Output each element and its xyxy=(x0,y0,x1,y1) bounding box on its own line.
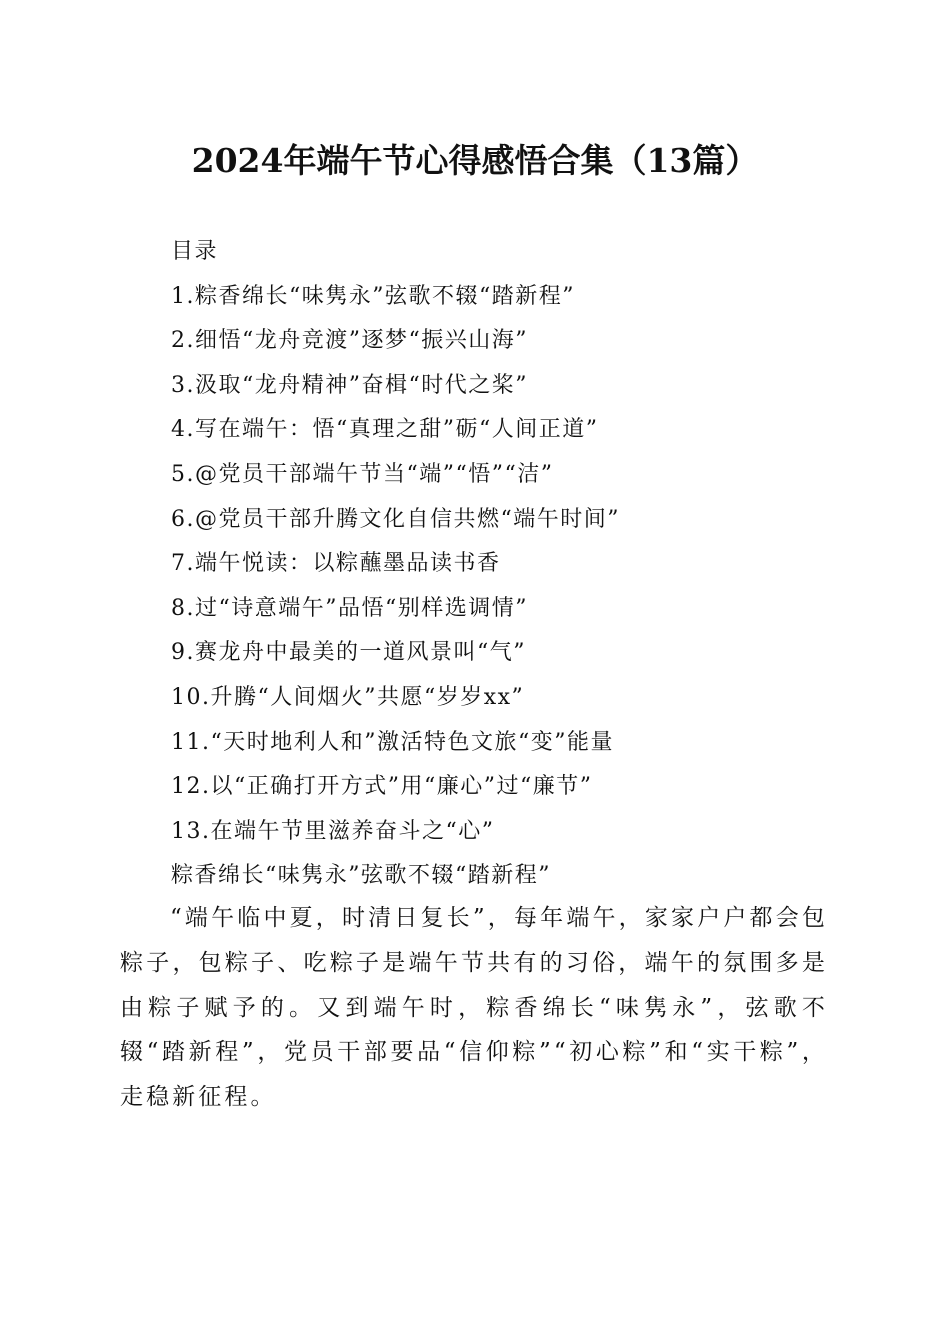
table-of-contents xyxy=(171,230,871,899)
toc-item: 9.赛龙舟中最美的一道风景叫“气” xyxy=(171,640,526,666)
toc-item: 12.以“正确打开方式”用“廉心”过“廉节” xyxy=(171,774,593,800)
toc-item: 1.粽香绵长“味隽永”弦歌不辍“踏新程” xyxy=(171,283,575,309)
toc-item: 11.“天时地利人和”激活特色文旅“变”能量 xyxy=(171,729,614,755)
toc-item: 13.在端午节里滋养奋斗之“心” xyxy=(171,818,495,844)
toc-item: 5.@党员干部端午节当“端”“悟”“洁” xyxy=(171,461,554,487)
toc-item: 6.@党员干部升腾文化自信共燃“端午时间” xyxy=(171,506,620,532)
toc-item: 7.端午悦读：以粽蘸墨品读书香 xyxy=(171,551,501,577)
section-title: 粽香绵长“味隽永”弦歌不辍“踏新程” xyxy=(171,863,551,889)
toc-item: 10.升腾“人间烟火”共愿“岁岁xx” xyxy=(171,684,525,710)
document-title: 2024年端午节心得感悟合集（13篇） xyxy=(191,141,759,180)
body-paragraph: “端午临中夏，时清日复长”，每年端午，家家户户都会包粽子，包粽子、吃粽子是端午节共有的习俗，端午的氛围多是由粽子赋予的。又到端午时，粽香绵长“味隽永”，弦歌不辍“踏新程”，党员干部要品“信仰粽”“初心粽”和“实干粽”，走稳新征程。 xyxy=(120,905,828,1111)
toc-item: 3.汲取“龙舟精神”奋楫“时代之桨” xyxy=(171,372,528,398)
toc-heading: 目录 xyxy=(171,239,219,264)
toc-item: 4.写在端午：悟“真理之甜”砺“人间正道” xyxy=(171,417,599,443)
toc-item: 8.过“诗意端午”品悟“别样选调情” xyxy=(171,595,528,621)
toc-item: 2.细悟“龙舟竞渡”逐梦“振兴山海” xyxy=(171,328,528,354)
